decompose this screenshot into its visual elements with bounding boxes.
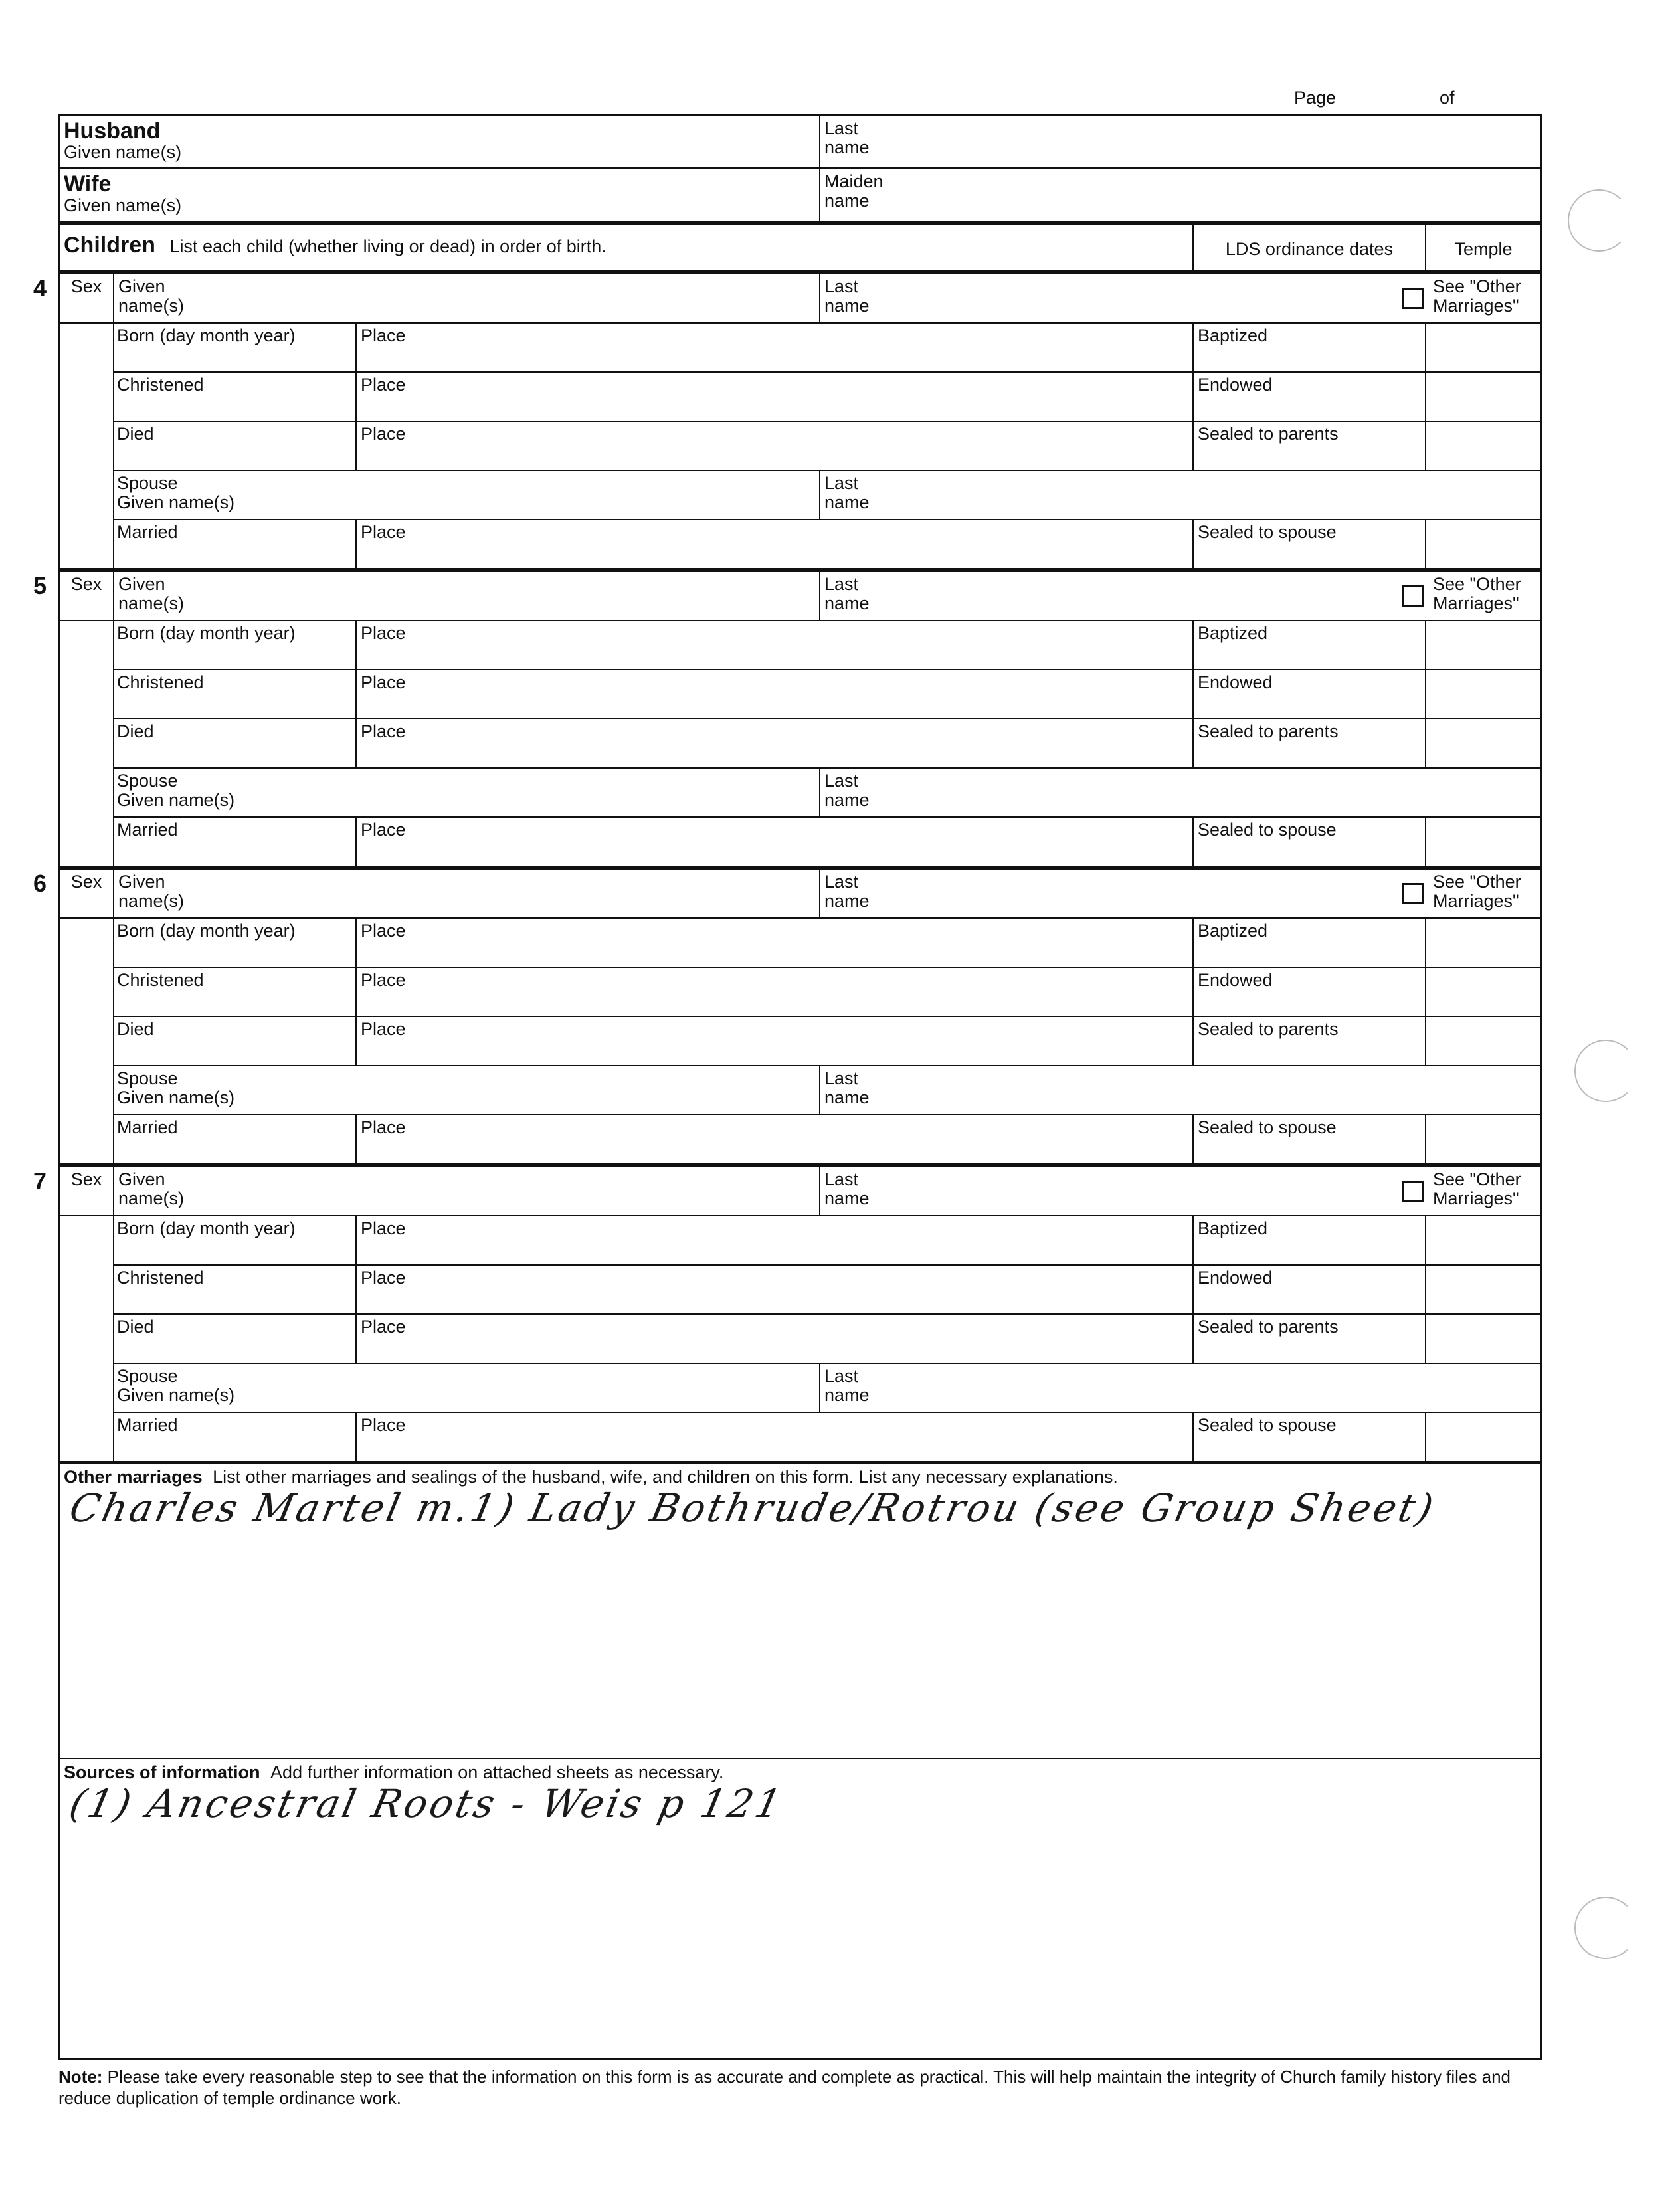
child-spouse-last-field[interactable] [819, 769, 1540, 816]
place-label: Place [361, 672, 406, 692]
sources-title: Sources of information [64, 1763, 260, 1782]
last-label: Last [824, 1169, 859, 1189]
child-name-row [60, 274, 1540, 324]
wife-title: Wife [64, 171, 112, 197]
child-died-row [113, 1315, 1540, 1364]
child-married-place-field[interactable] [355, 1115, 1192, 1163]
child-sealed-spouse-field[interactable] [1192, 1115, 1425, 1163]
child-block [33, 572, 1540, 870]
spouse-last-label: Last [824, 473, 859, 493]
lds-ordinance-header: LDS ordinance dates [1192, 225, 1425, 270]
child-block [33, 274, 1540, 572]
child-sealed_parents-field[interactable] [1192, 1315, 1425, 1363]
place-label: Place [361, 1019, 406, 1039]
child-born-date-field[interactable] [113, 919, 355, 967]
husband-given-field[interactable] [60, 116, 819, 167]
sealed-spouse-label: Sealed to spouse [1198, 522, 1337, 542]
spouse-given-label: Given name(s) [117, 1088, 235, 1107]
given-label-2: name(s) [118, 296, 185, 316]
child-died-date-field[interactable] [113, 1315, 355, 1363]
see-other-marriages [1425, 1167, 1540, 1215]
page-label: Page [1294, 88, 1337, 108]
given-label: Given [118, 276, 165, 296]
child-sex-field[interactable] [60, 274, 113, 322]
child-sealed_parents-temple-field[interactable] [1425, 1017, 1540, 1065]
sealed_parents-label: Sealed to parents [1198, 1317, 1339, 1337]
baptized-label: Baptized [1198, 623, 1268, 643]
wife-maiden-label-2: name [824, 191, 870, 211]
endowed-label: Endowed [1198, 1268, 1273, 1288]
child-died-date-field[interactable] [113, 422, 355, 470]
see-other-label: See "Other [1433, 276, 1521, 296]
baptized-label: Baptized [1198, 1218, 1268, 1238]
other-marriages-handwriting: Charles Martel m.1) Lady Bothrude/Rotrou (see Group Sheet) [65, 1485, 1440, 1531]
spouse-label: Spouse [117, 1366, 178, 1386]
given-label: Given [118, 1169, 165, 1189]
child-last-field[interactable] [819, 1167, 1425, 1215]
christened-label: Christened [117, 375, 204, 395]
child-married-date-field[interactable] [113, 1115, 355, 1163]
child-died-row [113, 719, 1540, 769]
spouse-last-label: Last [824, 1068, 859, 1088]
husband-title: Husband [64, 118, 161, 143]
given-label-2: name(s) [118, 891, 185, 911]
sealed-spouse-label: Sealed to spouse [1198, 1415, 1337, 1435]
child-died-place-field[interactable] [355, 719, 1192, 767]
child-christened-date-field[interactable] [113, 373, 355, 421]
given-label: Given [118, 574, 165, 594]
child-sealed_parents-temple-field[interactable] [1425, 1315, 1540, 1363]
place-label: Place [361, 1415, 406, 1435]
child-block-divider [113, 324, 114, 568]
child-married-place-field[interactable] [355, 1413, 1192, 1461]
other-marriages-title: Other marriages [64, 1467, 203, 1487]
note-label: Note: [58, 2067, 103, 2087]
child-died-row [113, 1017, 1540, 1066]
place-label: Place [361, 522, 406, 542]
child-christened-date-field[interactable] [113, 1266, 355, 1313]
child-given-field[interactable] [113, 572, 819, 620]
child-sealed-spouse-field[interactable] [1192, 520, 1425, 568]
wife-given-label: Given name(s) [64, 195, 182, 215]
spouse-last-label-2: name [824, 1385, 870, 1405]
binder-hole-top [1568, 189, 1630, 252]
married-label: Married [117, 522, 178, 542]
child-sex-field[interactable] [60, 1167, 113, 1215]
husband-last-field[interactable] [819, 116, 1540, 167]
child-christened-place-field[interactable] [355, 968, 1192, 1016]
sealed-spouse-label: Sealed to spouse [1198, 820, 1337, 840]
spouse-label: Spouse [117, 473, 178, 493]
died-label: Died [117, 1019, 154, 1039]
child-married-date-field[interactable] [113, 520, 355, 568]
born-label: Born (day month year) [117, 1218, 296, 1238]
child-born-date-field[interactable] [113, 1216, 355, 1264]
child-block-divider [113, 621, 114, 866]
spouse-given-label: Given name(s) [117, 492, 235, 512]
christened-label: Christened [117, 672, 204, 692]
sex-label: Sex [70, 1169, 102, 1189]
child-spouse-last-field[interactable] [819, 471, 1540, 519]
child-born-place-field[interactable] [355, 621, 1192, 669]
married-label: Married [117, 1117, 178, 1137]
child-married-row [113, 1413, 1540, 1461]
place-label: Place [361, 721, 406, 741]
spouse-last-label: Last [824, 771, 859, 791]
child-last-field[interactable] [819, 870, 1425, 917]
child-born-place-field[interactable] [355, 324, 1192, 371]
place-label: Place [361, 424, 406, 444]
husband-last-label-2: name [824, 138, 870, 157]
see-other-label-2: Marriages" [1433, 1189, 1519, 1208]
child-spouse-row [113, 1364, 1540, 1413]
child-block [33, 1167, 1540, 1462]
child-baptized-field[interactable] [1192, 919, 1425, 967]
child-christened-row [113, 373, 1540, 422]
child-spouse-last-field[interactable] [819, 1066, 1540, 1114]
binder-hole-middle [1574, 1040, 1637, 1102]
spouse-last-label-2: name [824, 1088, 870, 1107]
child-sealed-spouse-temple-field[interactable] [1425, 1413, 1540, 1461]
child-baptized-temple-field[interactable] [1425, 324, 1540, 371]
given-label: Given [118, 872, 165, 892]
endowed-label: Endowed [1198, 672, 1273, 692]
children-instruction: List each child (whether living or dead) in order of birth. [169, 237, 607, 256]
of-label: of [1440, 88, 1455, 108]
child-spouse-given-field[interactable] [113, 1066, 819, 1114]
spouse-given-label: Given name(s) [117, 790, 235, 810]
wife-row [60, 169, 1540, 225]
place-label: Place [361, 1268, 406, 1288]
see-other-label-2: Marriages" [1433, 891, 1519, 911]
last-label-2: name [824, 593, 870, 613]
born-label: Born (day month year) [117, 326, 296, 345]
see-other-marriages [1425, 870, 1540, 917]
born-label: Born (day month year) [117, 921, 296, 941]
child-sex-field[interactable] [60, 870, 113, 917]
spouse-given-label: Given name(s) [117, 1385, 235, 1405]
place-label: Place [361, 970, 406, 990]
child-endowed-temple-field[interactable] [1425, 1266, 1540, 1313]
child-christened-place-field[interactable] [355, 670, 1192, 718]
child-sealed-spouse-field[interactable] [1192, 818, 1425, 866]
other-marriages-checkbox[interactable] [1402, 1181, 1424, 1202]
child-given-field[interactable] [113, 870, 819, 917]
child-died-place-field[interactable] [355, 422, 1192, 470]
child-block [33, 870, 1540, 1167]
child-christened-place-field[interactable] [355, 1266, 1192, 1313]
sex-label: Sex [70, 872, 102, 892]
child-block-divider [113, 1216, 114, 1461]
child-sealed-spouse-temple-field[interactable] [1425, 818, 1540, 866]
child-married-place-field[interactable] [355, 818, 1192, 866]
child-number: 4 [33, 274, 47, 302]
child-sealed_parents-field[interactable] [1192, 719, 1425, 767]
child-endowed-field[interactable] [1192, 670, 1425, 718]
child-died-date-field[interactable] [113, 1017, 355, 1065]
child-born-row [113, 621, 1540, 670]
last-label-2: name [824, 891, 870, 911]
child-spouse-given-field[interactable] [113, 471, 819, 519]
child-endowed-temple-field[interactable] [1425, 670, 1540, 718]
child-sealed-spouse-temple-field[interactable] [1425, 520, 1540, 568]
binder-hole-bottom [1574, 1897, 1637, 1959]
child-married-row [113, 520, 1540, 568]
last-label: Last [824, 574, 859, 594]
child-died-date-field[interactable] [113, 719, 355, 767]
child-sealed-spouse-field[interactable] [1192, 1413, 1425, 1461]
children-header [60, 225, 1192, 270]
children-section [33, 274, 1540, 1462]
child-baptized-temple-field[interactable] [1425, 621, 1540, 669]
child-endowed-field[interactable] [1192, 1266, 1425, 1313]
wife-given-field[interactable] [60, 169, 819, 221]
child-spouse-last-field[interactable] [819, 1364, 1540, 1412]
child-last-field[interactable] [819, 572, 1425, 620]
died-label: Died [117, 424, 154, 444]
sealed_parents-label: Sealed to parents [1198, 721, 1339, 741]
child-name-row [60, 572, 1540, 621]
child-spouse-row [113, 1066, 1540, 1115]
child-christened-date-field[interactable] [113, 968, 355, 1016]
child-name-row [60, 870, 1540, 919]
child-died-row [113, 422, 1540, 471]
child-given-field[interactable] [113, 274, 819, 322]
place-label: Place [361, 921, 406, 941]
child-born-row [113, 324, 1540, 373]
child-born-row [113, 919, 1540, 968]
other-marriages-checkbox[interactable] [1402, 585, 1424, 607]
spouse-last-label-2: name [824, 790, 870, 810]
husband-row [60, 116, 1540, 169]
child-baptized-temple-field[interactable] [1425, 1216, 1540, 1264]
child-sealed_parents-field[interactable] [1192, 422, 1425, 470]
note-text: Please take every reasonable step to see that the information on this form is as accurate and complete as practical. This will help maintain the integrity of Church family history files and reduce duplication of temple ordinance work. [58, 2067, 1511, 2108]
husband-last-label: Last [824, 118, 859, 138]
sealed_parents-label: Sealed to parents [1198, 1019, 1339, 1039]
child-christened-row [113, 1266, 1540, 1315]
other-marriages-checkbox[interactable] [1402, 883, 1424, 904]
wife-maiden-field[interactable] [819, 169, 1540, 221]
husband-given-label: Given name(s) [64, 142, 182, 162]
baptized-label: Baptized [1198, 326, 1268, 345]
last-label: Last [824, 276, 859, 296]
child-born-date-field[interactable] [113, 621, 355, 669]
see-other-label-2: Marriages" [1433, 593, 1519, 613]
place-label: Place [361, 1117, 406, 1137]
born-label: Born (day month year) [117, 623, 296, 643]
see-other-marriages [1425, 274, 1540, 322]
place-label: Place [361, 820, 406, 840]
baptized-label: Baptized [1198, 921, 1268, 941]
died-label: Died [117, 721, 154, 741]
married-label: Married [117, 1415, 178, 1435]
child-born-place-field[interactable] [355, 919, 1192, 967]
place-label: Place [361, 1317, 406, 1337]
child-block-divider [113, 919, 114, 1163]
children-title: Children [64, 233, 155, 258]
child-married-row [113, 818, 1540, 866]
child-endowed-field[interactable] [1192, 968, 1425, 1016]
sources-section[interactable] [60, 1759, 1540, 2058]
child-sealed-spouse-temple-field[interactable] [1425, 1115, 1540, 1163]
sealed_parents-label: Sealed to parents [1198, 424, 1339, 444]
see-other-label: See "Other [1433, 872, 1521, 892]
child-last-field[interactable] [819, 274, 1425, 322]
child-christened-row [113, 968, 1540, 1017]
child-endowed-field[interactable] [1192, 373, 1425, 421]
spouse-label: Spouse [117, 1068, 178, 1088]
endowed-label: Endowed [1198, 970, 1273, 990]
child-number: 5 [33, 572, 47, 599]
child-christened-place-field[interactable] [355, 373, 1192, 421]
children-header-row [60, 225, 1540, 274]
child-name-row [60, 1167, 1540, 1216]
child-died-place-field[interactable] [355, 1017, 1192, 1065]
christened-label: Christened [117, 970, 204, 990]
place-label: Place [361, 326, 406, 345]
child-married-place-field[interactable] [355, 520, 1192, 568]
child-born-row [113, 1216, 1540, 1266]
child-number: 7 [33, 1167, 47, 1194]
other-marriages-section[interactable] [60, 1462, 1540, 1759]
see-other-label: See "Other [1433, 1169, 1521, 1189]
child-married-date-field[interactable] [113, 1413, 355, 1461]
christened-label: Christened [117, 1268, 204, 1288]
child-christened-row [113, 670, 1540, 719]
child-sealed_parents-field[interactable] [1192, 1017, 1425, 1065]
child-spouse-given-field[interactable] [113, 769, 819, 816]
other-marriages-checkbox[interactable] [1402, 288, 1424, 309]
married-label: Married [117, 820, 178, 840]
child-endowed-temple-field[interactable] [1425, 373, 1540, 421]
other-marriages-instruction: List other marriages and sealings of the husband, wife, and children on this form. List any necessary explanations. [213, 1467, 1118, 1487]
temple-header: Temple [1425, 225, 1540, 270]
given-label-2: name(s) [118, 593, 185, 613]
child-spouse-row [113, 471, 1540, 520]
sex-label: Sex [70, 276, 102, 296]
child-sealed_parents-temple-field[interactable] [1425, 422, 1540, 470]
died-label: Died [117, 1317, 154, 1337]
last-label: Last [824, 872, 859, 892]
child-baptized-temple-field[interactable] [1425, 919, 1540, 967]
place-label: Place [361, 1218, 406, 1238]
child-sealed_parents-temple-field[interactable] [1425, 719, 1540, 767]
see-other-label-2: Marriages" [1433, 296, 1519, 316]
child-baptized-field[interactable] [1192, 324, 1425, 371]
child-endowed-temple-field[interactable] [1425, 968, 1540, 1016]
endowed-label: Endowed [1198, 375, 1273, 395]
spouse-last-label: Last [824, 1366, 859, 1386]
given-label-2: name(s) [118, 1189, 185, 1208]
wife-maiden-label: Maiden [824, 171, 884, 191]
child-given-field[interactable] [113, 1167, 819, 1215]
child-sex-field[interactable] [60, 572, 113, 620]
child-christened-date-field[interactable] [113, 670, 355, 718]
child-married-date-field[interactable] [113, 818, 355, 866]
child-spouse-row [113, 769, 1540, 818]
sealed-spouse-label: Sealed to spouse [1198, 1117, 1337, 1137]
child-married-row [113, 1115, 1540, 1163]
spouse-last-label-2: name [824, 492, 870, 512]
see-other-label: See "Other [1433, 574, 1521, 594]
last-label-2: name [824, 1189, 870, 1208]
family-group-form [33, 114, 1542, 2060]
place-label: Place [361, 375, 406, 395]
sources-handwriting: (1) Ancestral Roots - Weis p 121 [65, 1781, 788, 1826]
child-born-date-field[interactable] [113, 324, 355, 371]
child-baptized-field[interactable] [1192, 1216, 1425, 1264]
child-baptized-field[interactable] [1192, 621, 1425, 669]
footer-note [58, 2066, 1520, 2109]
child-died-place-field[interactable] [355, 1315, 1192, 1363]
place-label: Place [361, 623, 406, 643]
child-born-place-field[interactable] [355, 1216, 1192, 1264]
see-other-marriages [1425, 572, 1540, 620]
child-spouse-given-field[interactable] [113, 1364, 819, 1412]
last-label-2: name [824, 296, 870, 316]
spouse-label: Spouse [117, 771, 178, 791]
sources-instruction: Add further information on attached sheets as necessary. [270, 1763, 724, 1782]
child-number: 6 [33, 870, 47, 897]
sex-label: Sex [70, 574, 102, 594]
